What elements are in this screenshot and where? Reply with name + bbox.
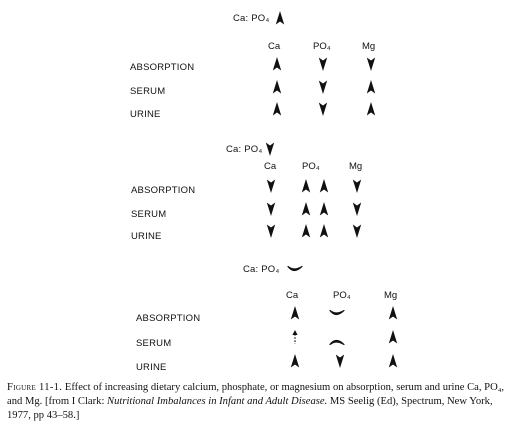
- arrow-up-icon: [272, 80, 282, 94]
- panel-1-serum-ca-effect: [272, 80, 282, 99]
- panel-2-absorption-po4-effect: [301, 179, 329, 198]
- panel-1-urine-mg-effect: [366, 102, 376, 121]
- panel-1-col-ca: Ca: [268, 41, 281, 52]
- arrow-up-icon: [272, 57, 282, 71]
- panel-2-serum-po4-effect: [301, 202, 329, 221]
- panel-1-serum-mg-effect: [366, 80, 376, 99]
- arrow-up-icon: [388, 306, 398, 320]
- arrow-down-icon: [335, 354, 345, 368]
- arrow-up-icon: [301, 224, 311, 238]
- panel-2-header-label: Ca: PO₄: [226, 144, 263, 155]
- panel-3-serum-ca-effect: [290, 330, 300, 349]
- panel-2-row-absorption: ABSORPTION: [131, 185, 196, 196]
- panel-2-urine-mg-effect: [352, 224, 362, 243]
- arrow-up-icon: [388, 330, 398, 344]
- arrow-up-icon: [272, 102, 282, 116]
- arrow-down-icon: [352, 179, 362, 193]
- panel-3-urine-mg-effect: [388, 354, 398, 373]
- panel-1-col-mg: Mg: [362, 41, 376, 52]
- panel-3-serum-po4-effect: [329, 333, 345, 351]
- panel-1-absorption-po4-effect: [318, 57, 328, 76]
- panel-1-absorption-mg-effect: [366, 57, 376, 76]
- arrow-up-icon: [319, 179, 329, 193]
- caption-text-2: MS Seelig (Ed), Spectrum, New York, 1977, pp 43–58.]: [7, 396, 493, 421]
- panel-3-absorption-po4-effect: [329, 306, 345, 324]
- panel-2-urine-po4-effect: [301, 224, 329, 243]
- arrow-up-icon: [319, 202, 329, 216]
- arrow-up-icon: [290, 306, 300, 320]
- panel-1-urine-ca-effect: [272, 102, 282, 121]
- arrow-down-icon: [352, 224, 362, 238]
- curve-up-icon: [287, 265, 303, 275]
- arrow-up-icon: [366, 102, 376, 116]
- arrow-up-icon: [319, 224, 329, 238]
- panel-2-absorption-mg-effect: [352, 179, 362, 198]
- arrow-up-icon: [366, 80, 376, 94]
- arrow-up-icon: [388, 354, 398, 368]
- panel-2-row-urine: URINE: [131, 231, 162, 242]
- panel-1-header-arrow: [275, 11, 285, 30]
- arrow-down-icon: [318, 80, 328, 94]
- panel-3-serum-mg-effect: [388, 330, 398, 349]
- arrow-down-icon: [265, 142, 275, 156]
- panel-3-row-absorption: ABSORPTION: [136, 313, 201, 324]
- panel-1-urine-po4-effect: [318, 102, 328, 121]
- panel-1-row-urine: URINE: [130, 109, 161, 120]
- caption-source-title: Nutritional Imbalances in Infant and Adult Disease.: [107, 396, 328, 407]
- panel-2-col-ca: Ca: [264, 161, 277, 172]
- panel-1-header-label: Ca: PO₄: [233, 13, 270, 24]
- arrow-down-icon: [352, 202, 362, 216]
- arrow-down-icon: [318, 57, 328, 71]
- panel-3-col-ca: Ca: [286, 290, 299, 301]
- panel-3-header-label: Ca: PO₄: [243, 264, 280, 275]
- curve-up-icon: [329, 309, 345, 319]
- panel-3-col-mg: Mg: [384, 290, 398, 301]
- panel-1-absorption-ca-effect: [272, 57, 282, 76]
- arrow-up-icon: [290, 354, 300, 368]
- arrow-down-icon: [318, 102, 328, 116]
- panel-2-header-arrow: [265, 142, 275, 161]
- panel-2-row-serum: SERUM: [131, 209, 167, 220]
- caption-figure-label: Figure 11-1.: [7, 382, 63, 393]
- arrow-down-icon: [366, 57, 376, 71]
- caption-text-1: Effect of increasing dietary calcium, phosphate, or magnesium on absorption, serum and urine Ca, PO₄, and Mg. [from I Clark:: [7, 382, 505, 407]
- arrow-down-icon: [266, 224, 276, 238]
- panel-3-col-po4: PO₄: [333, 290, 351, 301]
- panel-2-serum-mg-effect: [352, 202, 362, 221]
- panel-3-row-urine: URINE: [136, 362, 167, 373]
- panel-3-absorption-ca-effect: [290, 306, 300, 325]
- arrow-up-icon: [301, 179, 311, 193]
- panel-1-row-absorption: ABSORPTION: [130, 62, 195, 73]
- panel-1-serum-po4-effect: [318, 80, 328, 99]
- panel-2-absorption-ca-effect: [266, 179, 276, 198]
- arrow-down-icon: [266, 179, 276, 193]
- curve-down-icon: [329, 336, 345, 346]
- panel-2-serum-ca-effect: [266, 202, 276, 221]
- panel-3-row-serum: SERUM: [136, 338, 172, 349]
- panel-3-header-arrow: [287, 262, 303, 280]
- panel-3-urine-ca-effect: [290, 354, 300, 373]
- arrow-down-icon: [266, 202, 276, 216]
- panel-1-col-po4: PO₄: [313, 41, 331, 52]
- panel-1-row-serum: SERUM: [130, 86, 166, 97]
- panel-3-urine-po4-effect: [335, 354, 345, 373]
- panel-2-urine-ca-effect: [266, 224, 276, 243]
- dashed-arrow-up-icon: [290, 330, 300, 344]
- panel-3-absorption-mg-effect: [388, 306, 398, 325]
- panel-2-col-po4: PO₄: [302, 161, 320, 172]
- arrow-up-icon: [275, 11, 285, 25]
- figure-caption: [7, 381, 512, 423]
- arrow-up-icon: [301, 202, 311, 216]
- panel-2-col-mg: Mg: [349, 161, 363, 172]
